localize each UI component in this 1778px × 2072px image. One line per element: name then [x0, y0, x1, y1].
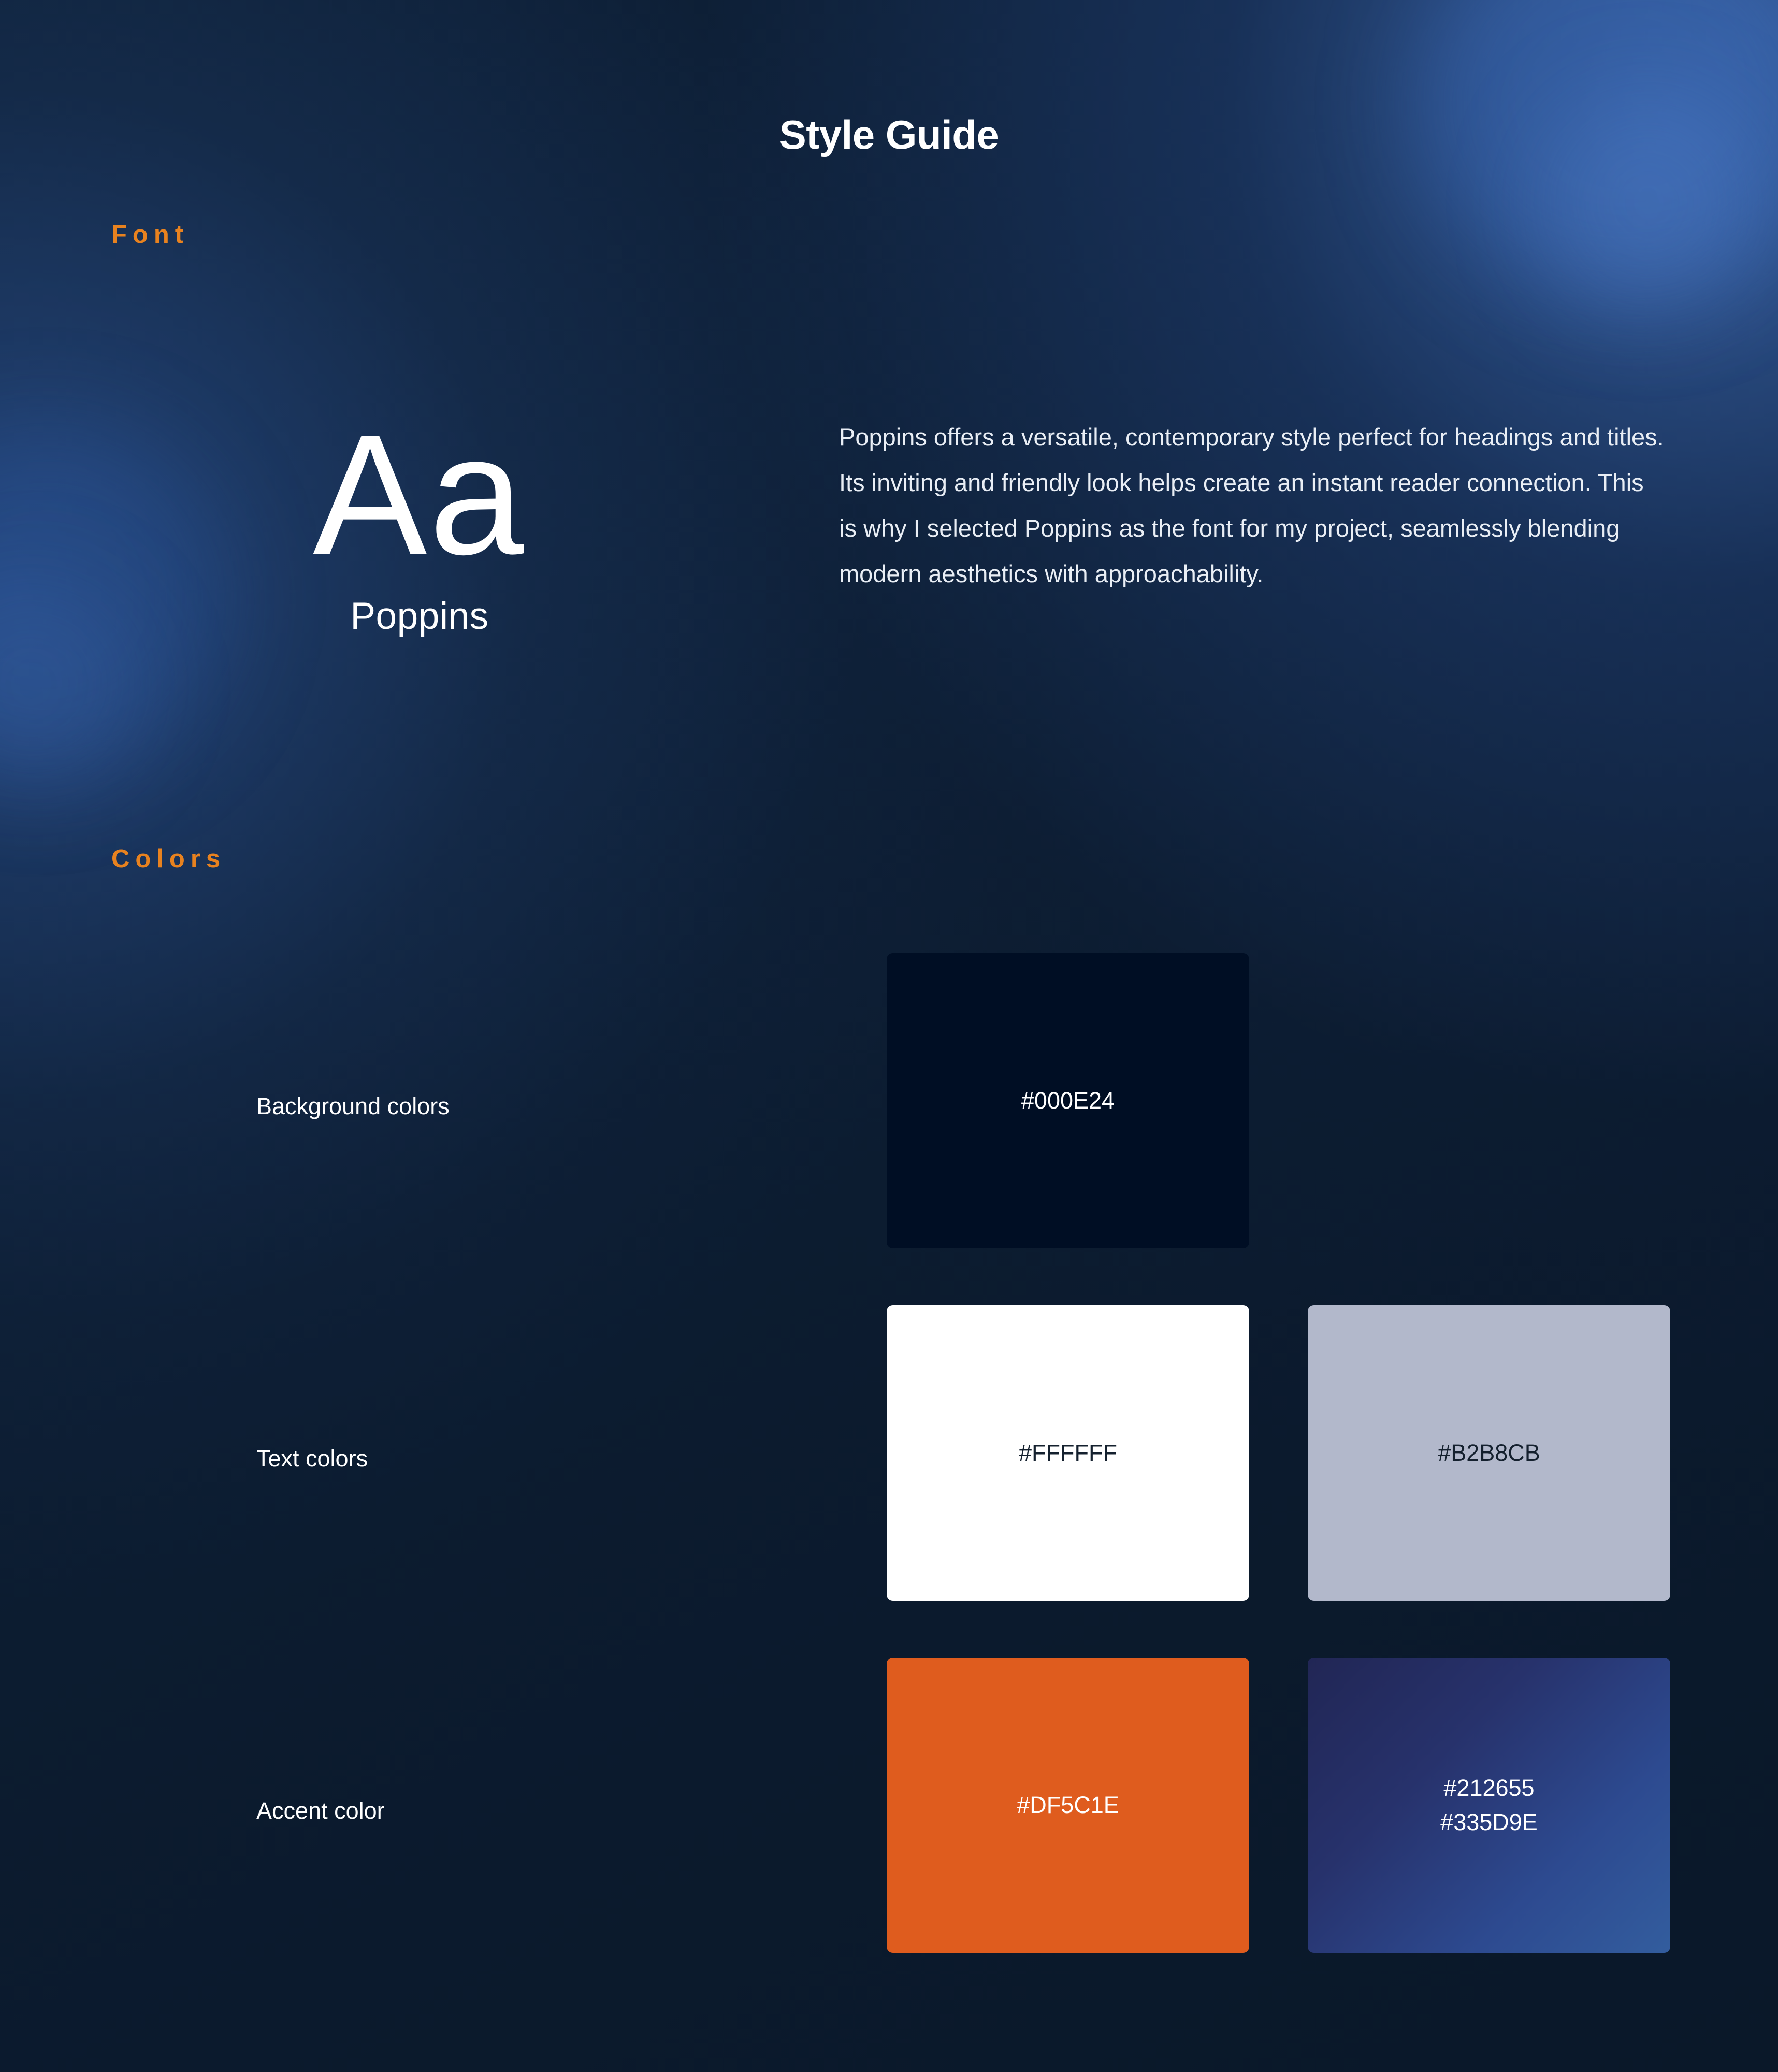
color-swatch-accent-orange — [887, 1658, 1249, 1953]
font-specimen-glyphs: Aa — [313, 399, 526, 590]
color-swatch-caption: #DF5C1E — [1017, 1792, 1119, 1818]
color-swatch-caption: #FFFFFF — [1019, 1440, 1117, 1466]
color-swatch-caption-line1: #212655 — [1443, 1775, 1535, 1801]
font-specimen — [259, 399, 580, 638]
background-glow-left-lower — [0, 580, 140, 787]
color-swatch-caption: #000E24 — [1021, 1087, 1115, 1114]
background-glow-left — [0, 425, 228, 777]
section-label-colors: Colors — [111, 845, 226, 873]
color-row-label-text: Text colors — [256, 1445, 368, 1472]
font-specimen-name: Poppins — [350, 595, 489, 637]
page-title: Style Guide — [779, 112, 999, 157]
color-swatch-accent-blue-gradient — [1308, 1658, 1670, 1953]
section-label-font: Font — [111, 221, 190, 249]
color-swatch-background-primary — [887, 953, 1249, 1248]
color-row-label-background: Background colors — [256, 1093, 450, 1119]
font-description: Poppins offers a versatile, contemporary style perfect for headings and titles. Its inviting and friendly look helps create an instant reader connection. This is why I selected Poppins as the font for my project, seamlessly blending modern aesthetics with approachability. — [839, 423, 1664, 587]
color-swatch-text-white — [887, 1305, 1249, 1601]
color-swatch-text-grey — [1308, 1305, 1670, 1601]
color-swatch-caption-line2: #335D9E — [1440, 1809, 1538, 1835]
color-row-label-accent: Accent color — [256, 1797, 385, 1824]
color-swatch-caption: #B2B8CB — [1438, 1440, 1540, 1466]
